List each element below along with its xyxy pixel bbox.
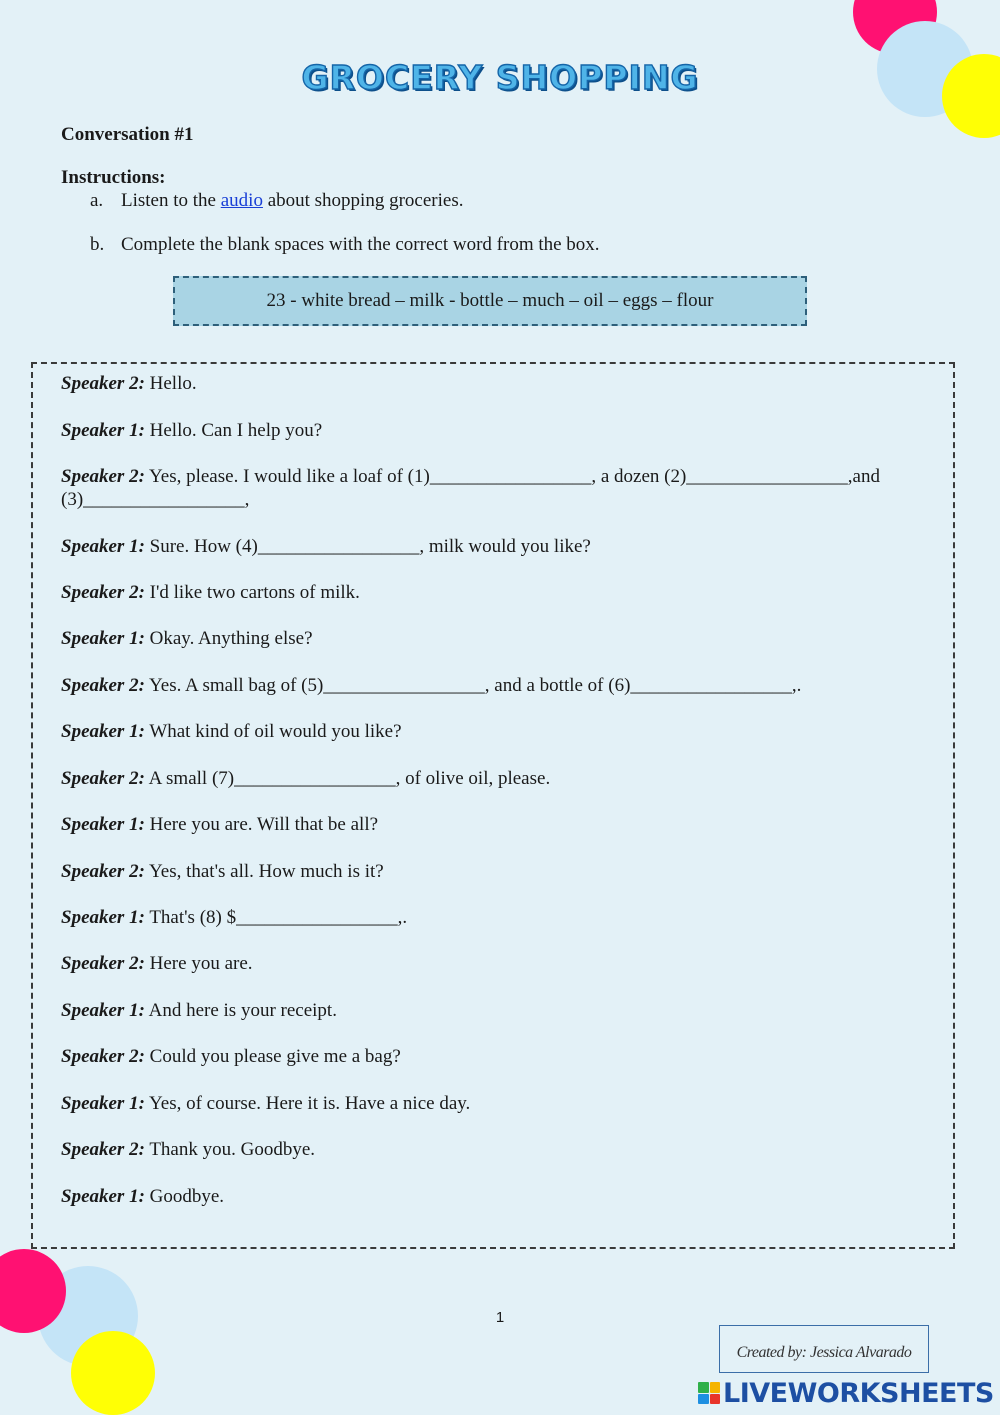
decor-circle-yellow xyxy=(71,1331,155,1415)
dialogue-text: A small (7)_________________, of olive oil, please. xyxy=(144,768,551,789)
dialogue-text: Here you are. xyxy=(144,953,253,974)
speaker-label: Speaker 2: xyxy=(61,582,145,603)
speaker-label: Speaker 2: xyxy=(61,675,145,696)
dialogue-line xyxy=(61,419,941,442)
audio-link[interactable]: audio xyxy=(220,190,263,211)
speaker-label: Speaker 1: xyxy=(61,721,145,742)
dialogue-line xyxy=(61,720,941,743)
speaker-label: Speaker 1: xyxy=(61,536,145,557)
dialogue-text: Could you please give me a bag? xyxy=(144,1046,401,1067)
credit-box: Created by: Jessica Alvarado xyxy=(719,1325,929,1373)
speaker-label: Speaker 1: xyxy=(61,1186,145,1207)
dialogue-text: Hello. xyxy=(144,373,197,394)
dialogue-line xyxy=(61,674,941,697)
dialogue-line xyxy=(61,372,941,395)
instruction-item-a xyxy=(90,190,463,212)
dialogue-line xyxy=(61,1045,941,1068)
brand-logo-icon xyxy=(698,1382,720,1404)
speaker-label: Speaker 2: xyxy=(61,1046,145,1067)
speaker-label: Speaker 1: xyxy=(61,628,145,649)
instructions-heading: Instructions: xyxy=(61,167,166,188)
dialogue-text: That's (8) $_________________,. xyxy=(144,907,408,928)
dialogue-line xyxy=(61,465,941,511)
page-number: 1 xyxy=(495,1309,505,1326)
instruction-text: Listen to the xyxy=(121,190,221,211)
instruction-text: about shopping groceries. xyxy=(262,190,464,211)
conversation-title: Conversation #1 xyxy=(61,124,194,145)
dialogue-line xyxy=(61,906,941,929)
word-bank-box: 23 - white bread – milk - bottle – much – oil – eggs – flour xyxy=(173,276,807,326)
instruction-marker: a. xyxy=(90,190,104,211)
dialogue-line xyxy=(61,813,941,836)
speaker-label: Speaker 2: xyxy=(61,953,145,974)
dialogue-text: Yes. A small bag of (5)_________________, and a bottle of (6)_________________,. xyxy=(144,675,802,696)
speaker-label: Speaker 1: xyxy=(61,1093,145,1114)
dialogue-text: And here is your receipt. xyxy=(144,1000,337,1021)
dialogue-line xyxy=(61,952,941,975)
dialogue-text: Goodbye. xyxy=(144,1186,225,1207)
speaker-label: Speaker 1: xyxy=(61,814,145,835)
dialogue-text: Yes, that's all. How much is it? xyxy=(144,861,384,882)
page-title: GROCERY SHOPPING xyxy=(301,58,699,97)
speaker-label: Speaker 1: xyxy=(61,907,145,928)
speaker-label: Speaker 1: xyxy=(61,1000,145,1021)
instruction-item-b xyxy=(90,234,600,256)
dialogue-line xyxy=(61,535,941,558)
brand-logo[interactable] xyxy=(698,1376,994,1410)
speaker-label: Speaker 2: xyxy=(61,861,145,882)
speaker-label: Speaker 1: xyxy=(61,420,145,441)
dialogue-text: Yes, please. I would like a loaf of (1)_________________, a dozen (2)_________________,and (3)_________________, xyxy=(61,466,880,510)
dialogue-text: Hello. Can I help you? xyxy=(144,420,323,441)
dialogue-line xyxy=(61,999,941,1022)
dialogue-line xyxy=(61,860,941,883)
speaker-label: Speaker 2: xyxy=(61,768,145,789)
dialogue-line xyxy=(61,767,941,790)
instruction-marker: b. xyxy=(90,234,105,255)
dialogue-text: I'd like two cartons of milk. xyxy=(144,582,360,603)
dialogue-text: What kind of oil would you like? xyxy=(144,721,402,742)
speaker-label: Speaker 2: xyxy=(61,373,145,394)
dialogue-text: Sure. How (4)_________________, milk would you like? xyxy=(144,536,591,557)
dialogue-line xyxy=(61,1092,941,1115)
dialogue-line xyxy=(61,581,941,604)
speaker-label: Speaker 2: xyxy=(61,1139,145,1160)
dialogue-line xyxy=(61,1185,941,1208)
dialogue-line xyxy=(61,1138,941,1161)
dialogue-line xyxy=(61,627,941,650)
dialogue-text: Yes, of course. Here it is. Have a nice day. xyxy=(144,1093,471,1114)
speaker-label: Speaker 2: xyxy=(61,466,145,487)
instruction-text: Complete the blank spaces with the correct word from the box. xyxy=(121,234,600,255)
dialogue-text: Thank you. Goodbye. xyxy=(144,1139,316,1160)
brand-name: LIVEWORKSHEETS xyxy=(723,1377,994,1409)
dialogue-text: Okay. Anything else? xyxy=(144,628,313,649)
dialogue-text: Here you are. Will that be all? xyxy=(144,814,379,835)
